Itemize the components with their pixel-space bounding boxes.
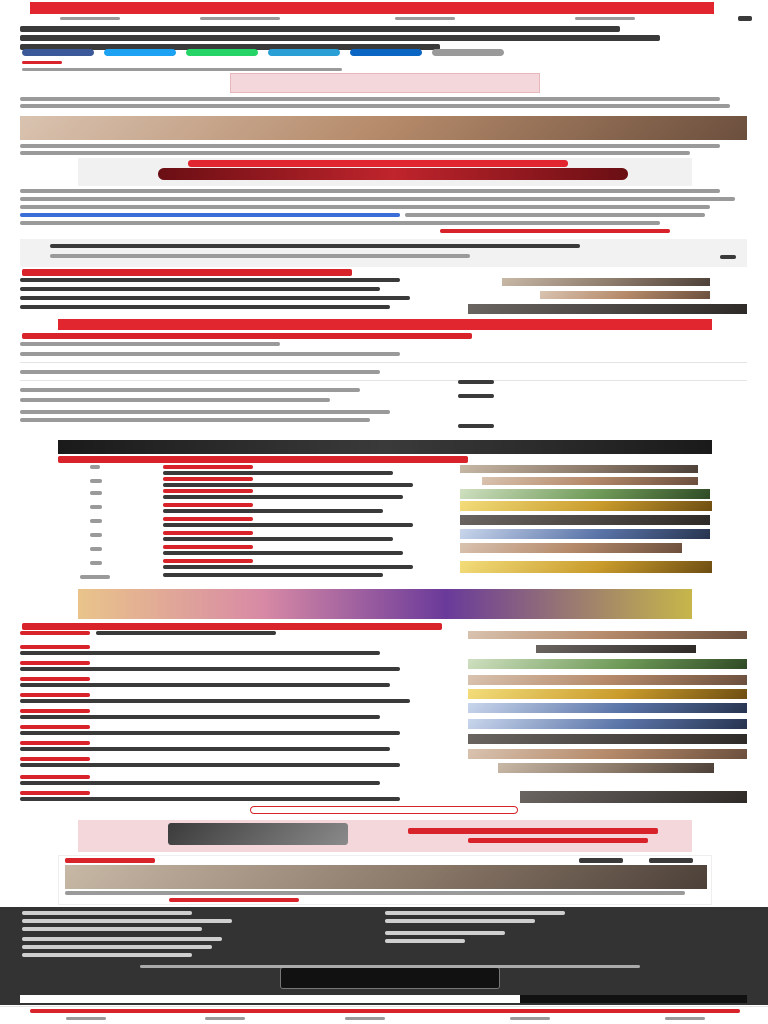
play-icon[interactable] bbox=[345, 1017, 385, 1020]
home-icon[interactable] bbox=[66, 1017, 106, 1020]
trending-list bbox=[58, 465, 712, 581]
related-thumb-2[interactable] bbox=[540, 291, 710, 299]
nav-tab-2[interactable] bbox=[200, 17, 280, 20]
social-icons[interactable] bbox=[140, 965, 640, 968]
others-read-list bbox=[20, 631, 747, 803]
site-header bbox=[0, 14, 768, 24]
inline-ad-3[interactable] bbox=[58, 319, 712, 330]
related-item-1[interactable] bbox=[20, 278, 400, 282]
article-body-2 bbox=[20, 189, 740, 237]
feedback-box[interactable] bbox=[20, 239, 747, 267]
video-heading bbox=[65, 858, 155, 863]
grid-icon[interactable] bbox=[665, 1017, 705, 1020]
next-icon[interactable] bbox=[649, 858, 693, 863]
telegram-icon[interactable] bbox=[268, 49, 340, 56]
byline-source[interactable] bbox=[22, 61, 62, 64]
article-intro bbox=[20, 97, 740, 111]
inline-ad-1[interactable] bbox=[230, 73, 540, 93]
chevron-down-icon[interactable] bbox=[720, 255, 736, 259]
poll-toggle-2[interactable] bbox=[458, 394, 494, 398]
prev-icon[interactable] bbox=[579, 858, 623, 863]
poll-toggle-3[interactable] bbox=[458, 424, 494, 428]
byline-date bbox=[22, 68, 342, 71]
others-read-heading bbox=[22, 623, 442, 630]
related-thumb-3[interactable] bbox=[468, 304, 747, 314]
related-item-2[interactable] bbox=[20, 287, 380, 291]
nav-tab-3[interactable] bbox=[395, 17, 455, 20]
related-news-heading bbox=[22, 269, 352, 276]
article-headline bbox=[20, 26, 660, 48]
inline-ad-4[interactable] bbox=[78, 589, 692, 619]
inline-ad-2[interactable] bbox=[78, 158, 692, 186]
video-thumb[interactable] bbox=[65, 865, 707, 889]
bookmark-icon[interactable] bbox=[510, 1017, 550, 1020]
related-news-list bbox=[20, 278, 747, 316]
trending-heading bbox=[58, 456, 468, 463]
related-item-3[interactable] bbox=[20, 296, 410, 300]
related-item-4[interactable] bbox=[20, 305, 390, 309]
poll-toggle-1[interactable] bbox=[458, 380, 494, 384]
trending-rank bbox=[90, 465, 100, 469]
vote-banner[interactable] bbox=[58, 440, 712, 454]
poll-heading bbox=[22, 333, 472, 339]
twitter-icon[interactable] bbox=[104, 49, 176, 56]
video-section bbox=[58, 855, 712, 905]
news-icon[interactable] bbox=[205, 1017, 245, 1020]
menu-icon[interactable] bbox=[738, 16, 752, 21]
article-body-1 bbox=[20, 144, 740, 158]
nav-tab-1[interactable] bbox=[60, 17, 120, 20]
load-more-button[interactable] bbox=[250, 806, 518, 814]
footer-bottom-bar bbox=[20, 995, 747, 1003]
whatsapp-icon[interactable] bbox=[186, 49, 258, 56]
hero-image[interactable] bbox=[20, 116, 747, 140]
nav-tab-4[interactable] bbox=[575, 17, 635, 20]
video-read-more[interactable] bbox=[169, 898, 299, 902]
linkedin-icon[interactable] bbox=[350, 49, 422, 56]
related-thumb-1[interactable] bbox=[502, 278, 710, 286]
site-footer bbox=[0, 907, 768, 1005]
facebook-icon[interactable] bbox=[22, 49, 94, 56]
inline-ad-5[interactable] bbox=[78, 820, 692, 852]
share-row bbox=[22, 49, 562, 57]
bottom-nav bbox=[0, 1006, 768, 1024]
app-store-badge[interactable] bbox=[280, 967, 500, 989]
top-ad-banner[interactable] bbox=[30, 2, 714, 14]
poll-options bbox=[20, 342, 747, 430]
link-icon[interactable] bbox=[432, 49, 504, 56]
